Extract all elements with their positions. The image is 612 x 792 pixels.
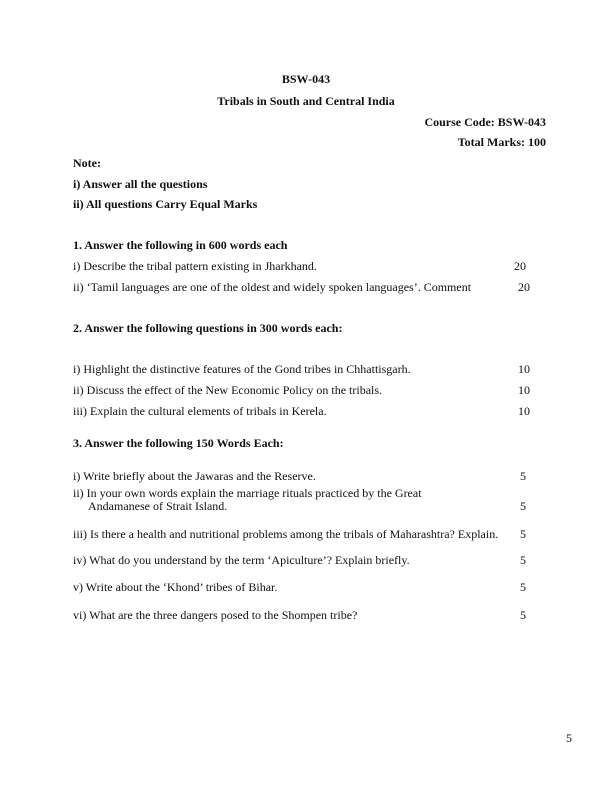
question-marks: 5: [520, 580, 526, 594]
question-text: ii) Discuss the effect of the New Economic Policy on the tribals.: [73, 383, 383, 397]
question-marks: 10: [518, 404, 530, 418]
note-heading: Note:: [73, 156, 101, 170]
section-heading: 3. Answer the following 150 Words Each:: [73, 436, 284, 450]
question-text: iv) What do you understand by the term ‘Apiculture’? Explain briefly.: [73, 553, 410, 567]
section-heading: 2. Answer the following questions in 300 words each:: [73, 321, 343, 335]
question-text: iii) Explain the cultural elements of tribals in Kerela.: [73, 404, 327, 418]
question-marks: 20: [514, 259, 526, 273]
question-marks: 5: [520, 469, 526, 483]
question-text: ii) In your own words explain the marriage rituals practiced by the Great: [73, 486, 422, 500]
section-heading: 1. Answer the following in 600 words each: [73, 238, 288, 252]
note-item: ii) All questions Carry Equal Marks: [73, 197, 258, 211]
question-marks: 10: [518, 362, 530, 376]
question-text: ii) ‘Tamil languages are one of the oldest and widely spoken languages’. Comment: [73, 280, 472, 294]
document-title: Tribals in South and Central India: [217, 94, 395, 108]
question-marks: 20: [518, 280, 530, 294]
question-marks: 5: [520, 527, 526, 541]
question-text: iii) Is there a health and nutritional problems among the tribals of Maharashtra? Explain.: [73, 527, 499, 541]
question-text: v) Write about the ‘Khond’ tribes of Bihar.: [73, 580, 278, 594]
question-text: vi) What are the three dangers posed to the Shompen tribe?: [73, 608, 358, 622]
question-text-continued: Andamanese of Strait Island.: [88, 499, 228, 513]
question-text: i) Describe the tribal pattern existing in Jharkhand.: [73, 259, 317, 273]
course-code: Course Code: BSW-043: [424, 115, 546, 129]
question-text: i) Highlight the distinctive features of the Gond tribes in Chhattisgarh.: [73, 362, 411, 376]
question-marks: 5: [520, 499, 526, 513]
question-marks: 5: [520, 608, 526, 622]
total-marks: Total Marks: 100: [457, 135, 546, 149]
note-item: i) Answer all the questions: [73, 177, 208, 191]
page-number: 5: [566, 731, 572, 745]
question-text: i) Write briefly about the Jawaras and the Reserve.: [73, 469, 316, 483]
question-marks: 10: [518, 383, 530, 397]
document-code: BSW-043: [281, 72, 331, 86]
question-marks: 5: [520, 553, 526, 567]
